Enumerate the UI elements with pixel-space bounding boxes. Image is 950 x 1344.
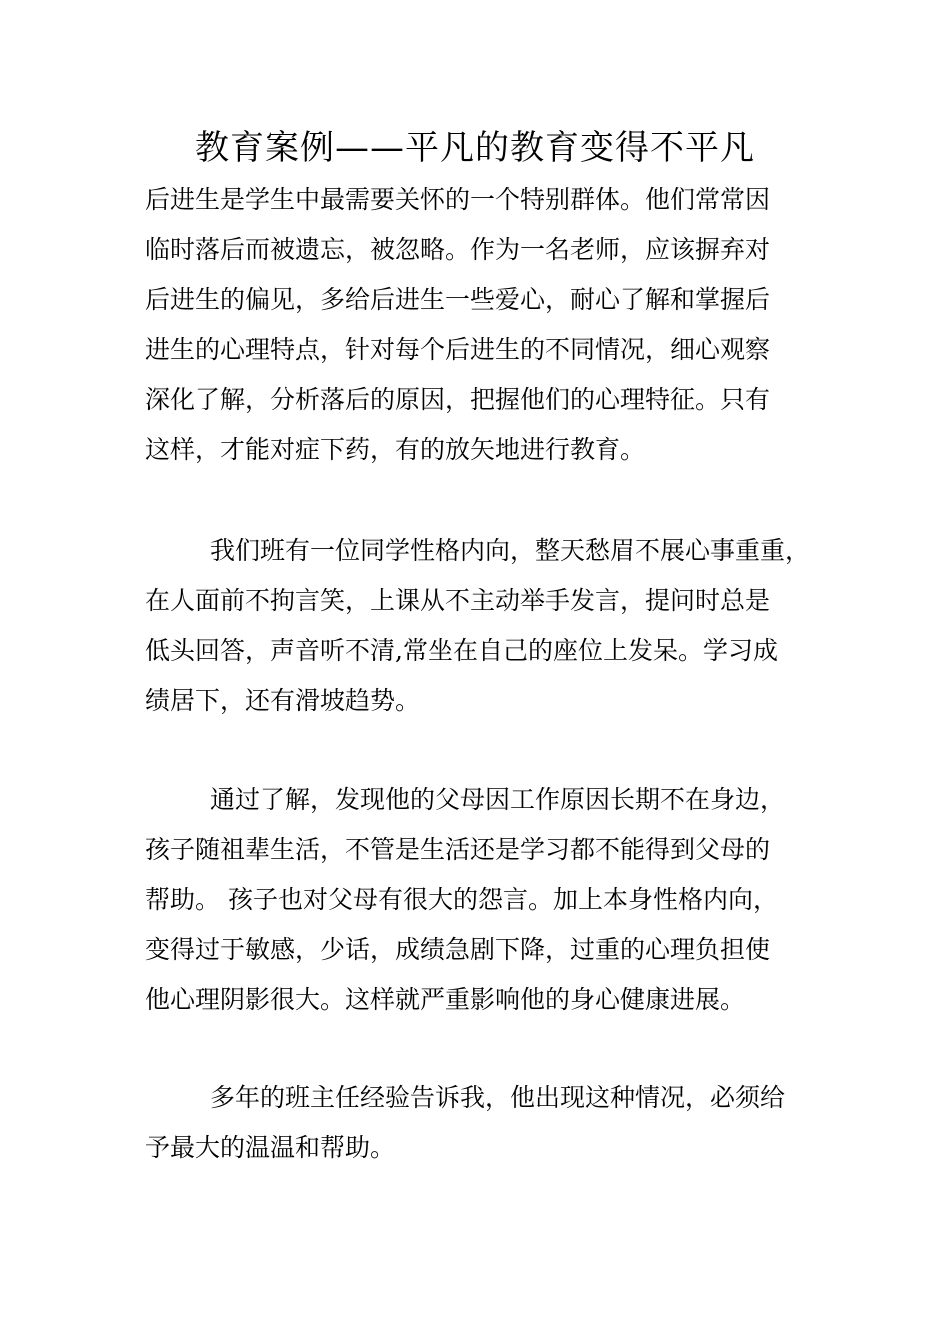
paragraph-line: 变得过于敏感，少话，成绩急剧下降，过重的心理负担使 — [145, 935, 771, 964]
paragraph-line: 多年的班主任经验告诉我，他出现这种情况，必须给 — [210, 1083, 786, 1112]
paragraph-1 — [145, 175, 810, 475]
paragraph-line: 他心理阴影很大。这样就严重影响他的身心健康进展。 — [145, 985, 746, 1014]
paragraph-line: 后进生是学生中最需要关怀的一个特别群体。他们常常因 — [145, 185, 771, 214]
paragraph-2 — [145, 526, 810, 726]
paragraph-line: 在人面前不拘言笑，上课从不主动举手发言，提问时总是 — [145, 586, 771, 615]
paragraph-3 — [145, 775, 810, 1025]
paragraph-line: 这样，才能对症下药，有的放矢地进行教育。 — [145, 435, 646, 464]
paragraph-4 — [145, 1073, 810, 1173]
page-title: 教育案例——平凡的教育变得不平凡 — [195, 128, 755, 168]
paragraph-line: 帮助。 孩子也对父母有很大的怨言。加上本身性格内向， — [145, 885, 778, 914]
paragraph-line: 我们班有一位同学性格内向，整天愁眉不展心事重重， — [210, 536, 811, 565]
paragraph-line: 通过了解，发现他的父母因工作原因长期不在身边， — [210, 785, 786, 814]
paragraph-line: 进生的心理特点，针对每个后进生的不同情况，细心观察 — [145, 335, 771, 364]
paragraph-line: 予最大的温温和帮助。 — [145, 1133, 396, 1162]
paragraph-line: 后进生的偏见，多给后进生一些爱心，耐心了解和掌握后 — [145, 285, 771, 314]
paragraph-line: 孩子随祖辈生活，不管是生活还是学习都不能得到父母的 — [145, 835, 771, 864]
paragraph-line: 低头回答，声音听不清,常坐在自己的座位上发呆。学习成 — [145, 636, 778, 665]
paragraph-line: 绩居下，还有滑坡趋势。 — [145, 686, 421, 715]
paragraph-line: 临时落后而被遗忘，被忽略。作为一名老师，应该摒弃对 — [145, 235, 771, 264]
paragraph-line: 深化了解，分析落后的原因，把握他们的心理特征。只有 — [145, 385, 771, 414]
